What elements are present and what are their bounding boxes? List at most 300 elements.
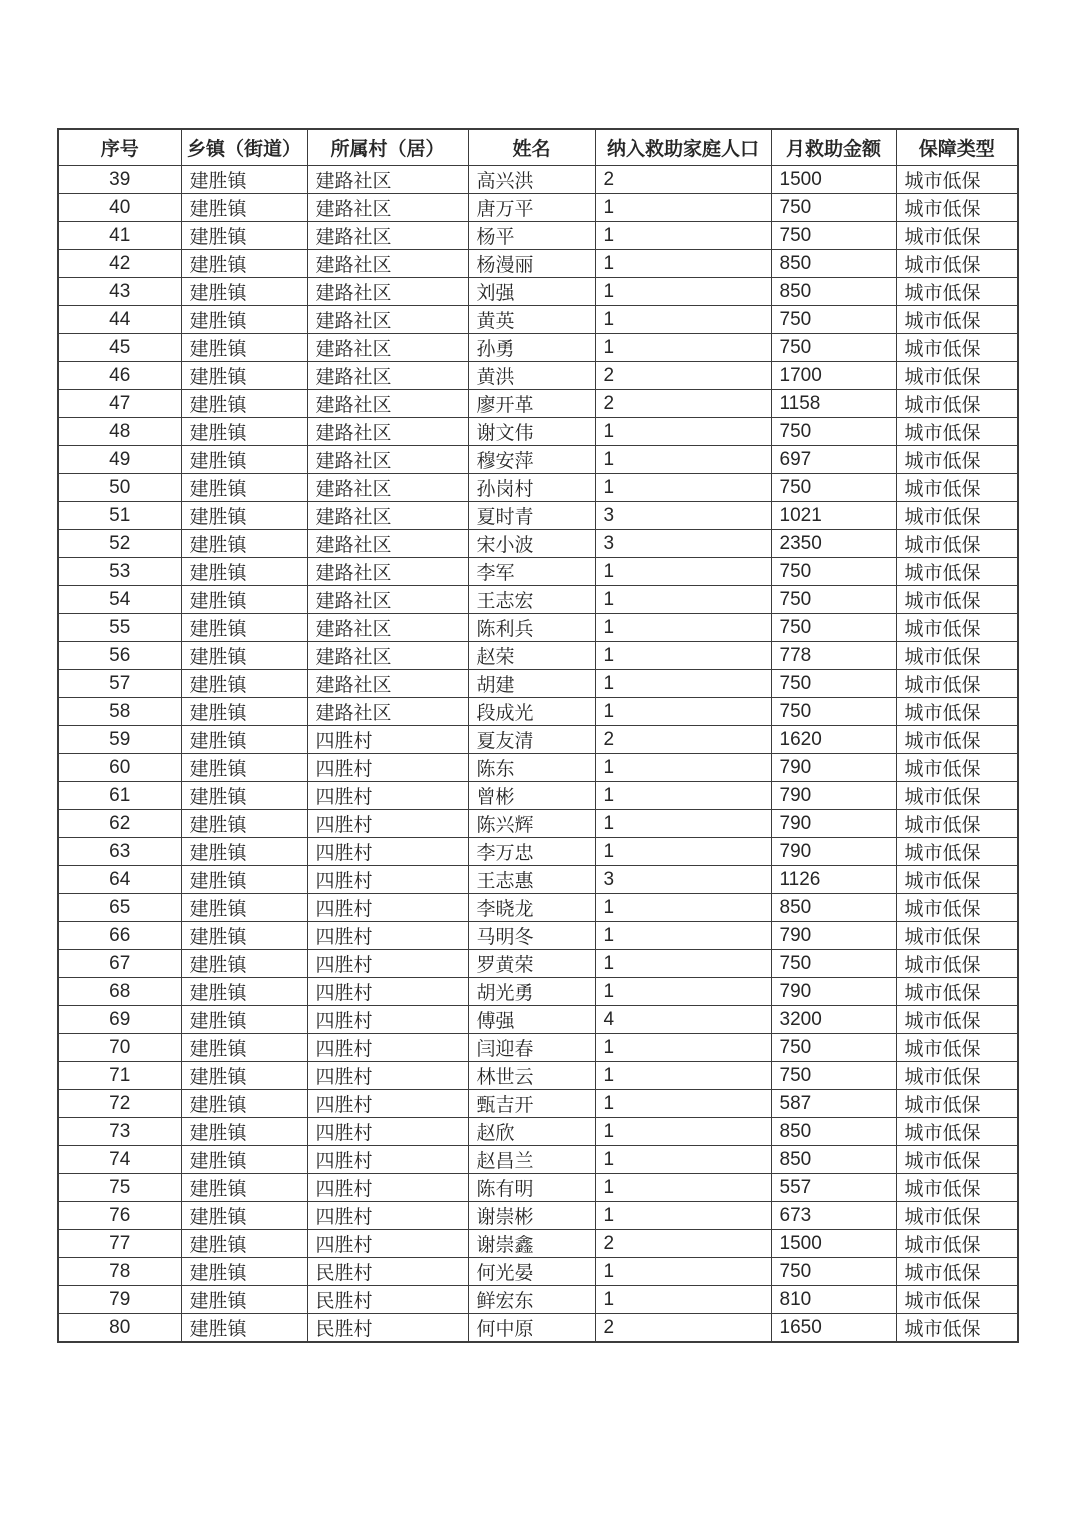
- table-row: [58, 362, 1018, 390]
- table-cell: 建路社区: [307, 166, 468, 194]
- table-cell: 城市低保: [896, 222, 1018, 250]
- table-cell: 城市低保: [896, 894, 1018, 922]
- table-cell: 2: [595, 362, 771, 390]
- table-cell: 城市低保: [896, 950, 1018, 978]
- table-cell: 建胜镇: [181, 446, 307, 474]
- table-cell: 39: [58, 166, 181, 194]
- table-cell: 陈利兵: [468, 614, 595, 642]
- table-row: [58, 502, 1018, 530]
- table-cell: 建胜镇: [181, 1034, 307, 1062]
- table-cell: 建路社区: [307, 642, 468, 670]
- table-cell: 42: [58, 250, 181, 278]
- table-cell: 谢崇鑫: [468, 1230, 595, 1258]
- table-cell: 城市低保: [896, 1006, 1018, 1034]
- table-cell: 胡建: [468, 670, 595, 698]
- table-row: [58, 1258, 1018, 1286]
- table-row: [58, 698, 1018, 726]
- table-cell: 城市低保: [896, 642, 1018, 670]
- table-cell: 林世云: [468, 1062, 595, 1090]
- table-cell: 1620: [771, 726, 896, 754]
- table-cell: 城市低保: [896, 1230, 1018, 1258]
- table-cell: 1700: [771, 362, 896, 390]
- table-cell: 65: [58, 894, 181, 922]
- table-cell: 建路社区: [307, 474, 468, 502]
- table-cell: 63: [58, 838, 181, 866]
- table-cell: 1500: [771, 166, 896, 194]
- table-cell: 城市低保: [896, 838, 1018, 866]
- table-cell: 建胜镇: [181, 222, 307, 250]
- table-cell: 2: [595, 390, 771, 418]
- table-cell: 850: [771, 250, 896, 278]
- table-cell: 建路社区: [307, 586, 468, 614]
- table-cell: 1: [595, 334, 771, 362]
- table-cell: 673: [771, 1202, 896, 1230]
- table-cell: 750: [771, 1034, 896, 1062]
- table-cell: 850: [771, 894, 896, 922]
- table-cell: 黄洪: [468, 362, 595, 390]
- table-row: [58, 558, 1018, 586]
- table-cell: 850: [771, 1146, 896, 1174]
- table-row: [58, 1202, 1018, 1230]
- table-row: [58, 726, 1018, 754]
- table-cell: 傅强: [468, 1006, 595, 1034]
- table-cell: 1: [595, 278, 771, 306]
- table-cell: 697: [771, 446, 896, 474]
- table-cell: 城市低保: [896, 278, 1018, 306]
- table-cell: 1021: [771, 502, 896, 530]
- table-cell: 城市低保: [896, 614, 1018, 642]
- table-row: [58, 614, 1018, 642]
- table-cell: 1: [595, 1286, 771, 1314]
- table-cell: 陈东: [468, 754, 595, 782]
- table-cell: 750: [771, 698, 896, 726]
- table-cell: 1: [595, 782, 771, 810]
- table-row: [58, 1174, 1018, 1202]
- table-cell: 1: [595, 250, 771, 278]
- table-cell: 59: [58, 726, 181, 754]
- table-cell: 建胜镇: [181, 838, 307, 866]
- table-cell: 1: [595, 978, 771, 1006]
- table-cell: 1: [595, 810, 771, 838]
- table-row: [58, 474, 1018, 502]
- table-cell: 43: [58, 278, 181, 306]
- table-cell: 40: [58, 194, 181, 222]
- table-cell: 790: [771, 754, 896, 782]
- table-cell: 城市低保: [896, 1146, 1018, 1174]
- table-row: [58, 1230, 1018, 1258]
- table-body: [58, 166, 1018, 1343]
- table-cell: 城市低保: [896, 334, 1018, 362]
- table-cell: 750: [771, 558, 896, 586]
- table-cell: 民胜村: [307, 1258, 468, 1286]
- table-cell: 1: [595, 1090, 771, 1118]
- table-cell: 甄吉开: [468, 1090, 595, 1118]
- table-row: [58, 1034, 1018, 1062]
- table-cell: 57: [58, 670, 181, 698]
- table-cell: 四胜村: [307, 810, 468, 838]
- table-cell: 四胜村: [307, 950, 468, 978]
- table-cell: 建胜镇: [181, 1006, 307, 1034]
- table-cell: 750: [771, 614, 896, 642]
- table-cell: 闫迎春: [468, 1034, 595, 1062]
- table-cell: 1: [595, 1146, 771, 1174]
- table-cell: 1: [595, 754, 771, 782]
- table-cell: 1: [595, 698, 771, 726]
- table-cell: 2: [595, 1230, 771, 1258]
- table-cell: 1: [595, 1118, 771, 1146]
- table-cell: 54: [58, 586, 181, 614]
- table-cell: 建胜镇: [181, 894, 307, 922]
- table-cell: 750: [771, 474, 896, 502]
- table-cell: 58: [58, 698, 181, 726]
- table-cell: 民胜村: [307, 1314, 468, 1343]
- table-cell: 790: [771, 782, 896, 810]
- column-header: 姓名: [468, 129, 595, 166]
- table-cell: 790: [771, 922, 896, 950]
- table-cell: 刘强: [468, 278, 595, 306]
- table-row: [58, 642, 1018, 670]
- table-cell: 建胜镇: [181, 1062, 307, 1090]
- table-cell: 55: [58, 614, 181, 642]
- table-cell: 赵荣: [468, 642, 595, 670]
- table-row: [58, 306, 1018, 334]
- table-cell: 建路社区: [307, 194, 468, 222]
- table-cell: 四胜村: [307, 1034, 468, 1062]
- table-cell: 750: [771, 1062, 896, 1090]
- table-cell: 建胜镇: [181, 474, 307, 502]
- table-cell: 城市低保: [896, 1314, 1018, 1343]
- table-cell: 750: [771, 194, 896, 222]
- table-cell: 四胜村: [307, 1202, 468, 1230]
- table-cell: 45: [58, 334, 181, 362]
- table-cell: 夏友清: [468, 726, 595, 754]
- table-cell: 1: [595, 894, 771, 922]
- table-cell: 67: [58, 950, 181, 978]
- table-cell: 杨漫丽: [468, 250, 595, 278]
- table-cell: 2: [595, 166, 771, 194]
- table-cell: 750: [771, 418, 896, 446]
- table-cell: 建胜镇: [181, 922, 307, 950]
- table-cell: 1: [595, 1062, 771, 1090]
- table-cell: 78: [58, 1258, 181, 1286]
- table-cell: 四胜村: [307, 782, 468, 810]
- table-cell: 四胜村: [307, 1062, 468, 1090]
- table-cell: 李军: [468, 558, 595, 586]
- table-cell: 1: [595, 1174, 771, 1202]
- table-cell: 2: [595, 1314, 771, 1343]
- table-cell: 62: [58, 810, 181, 838]
- column-header: 月救助金额: [771, 129, 896, 166]
- table-cell: 建路社区: [307, 698, 468, 726]
- table-cell: 72: [58, 1090, 181, 1118]
- table-cell: 城市低保: [896, 194, 1018, 222]
- table-cell: 50: [58, 474, 181, 502]
- table-cell: 79: [58, 1286, 181, 1314]
- table-row: [58, 446, 1018, 474]
- table-cell: 孙岗村: [468, 474, 595, 502]
- table-cell: 建路社区: [307, 278, 468, 306]
- table-cell: 70: [58, 1034, 181, 1062]
- table-cell: 建路社区: [307, 446, 468, 474]
- table-cell: 1: [595, 1202, 771, 1230]
- table-cell: 建路社区: [307, 334, 468, 362]
- table-row: [58, 1286, 1018, 1314]
- table-cell: 建胜镇: [181, 782, 307, 810]
- table-cell: 孙勇: [468, 334, 595, 362]
- table-cell: 47: [58, 390, 181, 418]
- table-cell: 建胜镇: [181, 418, 307, 446]
- table-row: [58, 530, 1018, 558]
- table-cell: 城市低保: [896, 558, 1018, 586]
- table-cell: 建路社区: [307, 558, 468, 586]
- column-header: 乡镇（街道）: [181, 129, 307, 166]
- table-cell: 城市低保: [896, 1286, 1018, 1314]
- table-cell: 四胜村: [307, 1174, 468, 1202]
- table-cell: 61: [58, 782, 181, 810]
- table-cell: 赵欣: [468, 1118, 595, 1146]
- table-cell: 建胜镇: [181, 306, 307, 334]
- table-cell: 四胜村: [307, 978, 468, 1006]
- table-cell: 1158: [771, 390, 896, 418]
- table-cell: 建胜镇: [181, 1286, 307, 1314]
- table-row: [58, 978, 1018, 1006]
- table-cell: 四胜村: [307, 754, 468, 782]
- table-cell: 790: [771, 810, 896, 838]
- table-cell: 城市低保: [896, 978, 1018, 1006]
- table-cell: 城市低保: [896, 1118, 1018, 1146]
- table-cell: 城市低保: [896, 698, 1018, 726]
- table-row: [58, 222, 1018, 250]
- table-cell: 杨平: [468, 222, 595, 250]
- table-cell: 建路社区: [307, 502, 468, 530]
- table-cell: 黄英: [468, 306, 595, 334]
- table-cell: 建胜镇: [181, 810, 307, 838]
- table-cell: 建路社区: [307, 306, 468, 334]
- table-cell: 1: [595, 1034, 771, 1062]
- table-cell: 穆安萍: [468, 446, 595, 474]
- table-cell: 80: [58, 1314, 181, 1343]
- table-row: [58, 838, 1018, 866]
- table-cell: 四胜村: [307, 726, 468, 754]
- table-cell: 城市低保: [896, 586, 1018, 614]
- table-cell: 城市低保: [896, 446, 1018, 474]
- table-cell: 建胜镇: [181, 1146, 307, 1174]
- table-row: [58, 950, 1018, 978]
- table-row: [58, 390, 1018, 418]
- table-cell: 48: [58, 418, 181, 446]
- table-cell: 建胜镇: [181, 390, 307, 418]
- table-cell: 建胜镇: [181, 950, 307, 978]
- table-row: [58, 1314, 1018, 1343]
- table-cell: 3: [595, 530, 771, 558]
- table-cell: 建胜镇: [181, 558, 307, 586]
- table-cell: 建胜镇: [181, 754, 307, 782]
- table-row: [58, 670, 1018, 698]
- table-cell: 53: [58, 558, 181, 586]
- table-row: [58, 1006, 1018, 1034]
- table-cell: 750: [771, 670, 896, 698]
- table-cell: 850: [771, 278, 896, 306]
- table-cell: 四胜村: [307, 1118, 468, 1146]
- table-cell: 城市低保: [896, 530, 1018, 558]
- table-cell: 陈有明: [468, 1174, 595, 1202]
- table-cell: 何中原: [468, 1314, 595, 1343]
- table-cell: 建胜镇: [181, 642, 307, 670]
- table-cell: 1: [595, 474, 771, 502]
- table-cell: 64: [58, 866, 181, 894]
- table-cell: 谢崇彬: [468, 1202, 595, 1230]
- table-cell: 1: [595, 838, 771, 866]
- table-cell: 四胜村: [307, 894, 468, 922]
- table-cell: 1: [595, 922, 771, 950]
- table-cell: 1: [595, 950, 771, 978]
- table-cell: 四胜村: [307, 922, 468, 950]
- table-cell: 建路社区: [307, 418, 468, 446]
- table-cell: 民胜村: [307, 1286, 468, 1314]
- table-cell: 77: [58, 1230, 181, 1258]
- table-cell: 城市低保: [896, 1202, 1018, 1230]
- table-row: [58, 866, 1018, 894]
- table-cell: 3: [595, 502, 771, 530]
- table-cell: 段成光: [468, 698, 595, 726]
- table-cell: 建胜镇: [181, 278, 307, 306]
- table-cell: 建胜镇: [181, 586, 307, 614]
- table-cell: 3: [595, 866, 771, 894]
- table-cell: 建胜镇: [181, 978, 307, 1006]
- table-cell: 1: [595, 642, 771, 670]
- table-cell: 陈兴辉: [468, 810, 595, 838]
- table-cell: 城市低保: [896, 782, 1018, 810]
- table-row: [58, 334, 1018, 362]
- table-cell: 建胜镇: [181, 614, 307, 642]
- table-cell: 1: [595, 1258, 771, 1286]
- table-cell: 城市低保: [896, 390, 1018, 418]
- table-row: [58, 1118, 1018, 1146]
- table-cell: 66: [58, 922, 181, 950]
- table-cell: 建胜镇: [181, 1174, 307, 1202]
- table-row: [58, 250, 1018, 278]
- table-row: [58, 166, 1018, 194]
- table-cell: 城市低保: [896, 1062, 1018, 1090]
- table-cell: 城市低保: [896, 1174, 1018, 1202]
- table-cell: 2350: [771, 530, 896, 558]
- table-cell: 850: [771, 1118, 896, 1146]
- table-cell: 74: [58, 1146, 181, 1174]
- table-cell: 谢文伟: [468, 418, 595, 446]
- column-header: 序号: [58, 129, 181, 166]
- table-cell: 778: [771, 642, 896, 670]
- table-cell: 建路社区: [307, 670, 468, 698]
- table-cell: 城市低保: [896, 502, 1018, 530]
- table-cell: 1500: [771, 1230, 896, 1258]
- table-cell: 建胜镇: [181, 502, 307, 530]
- table-cell: 罗黄荣: [468, 950, 595, 978]
- table-cell: 四胜村: [307, 866, 468, 894]
- table-cell: 68: [58, 978, 181, 1006]
- table-cell: 城市低保: [896, 166, 1018, 194]
- table-cell: 790: [771, 978, 896, 1006]
- table-cell: 城市低保: [896, 250, 1018, 278]
- table-cell: 1: [595, 670, 771, 698]
- table-cell: 557: [771, 1174, 896, 1202]
- table-cell: 城市低保: [896, 670, 1018, 698]
- table-cell: 1: [595, 446, 771, 474]
- table-cell: 1650: [771, 1314, 896, 1343]
- table-cell: 建胜镇: [181, 250, 307, 278]
- table-row: [58, 782, 1018, 810]
- table-cell: 750: [771, 950, 896, 978]
- table-cell: 建胜镇: [181, 1090, 307, 1118]
- table-cell: 2: [595, 726, 771, 754]
- assistance-recipients-table: [57, 128, 1019, 1343]
- table-cell: 鲜宏东: [468, 1286, 595, 1314]
- table-cell: 李万忠: [468, 838, 595, 866]
- table-row: [58, 1062, 1018, 1090]
- table-cell: 3200: [771, 1006, 896, 1034]
- table-cell: 曾彬: [468, 782, 595, 810]
- table-cell: 建胜镇: [181, 698, 307, 726]
- table-cell: 李晓龙: [468, 894, 595, 922]
- table-cell: 四胜村: [307, 1230, 468, 1258]
- column-header: 保障类型: [896, 129, 1018, 166]
- table-row: [58, 922, 1018, 950]
- table-cell: 750: [771, 1258, 896, 1286]
- table-header-row: [58, 129, 1018, 166]
- table-cell: 建路社区: [307, 390, 468, 418]
- table-cell: 何光晏: [468, 1258, 595, 1286]
- table-cell: 夏时青: [468, 502, 595, 530]
- table-cell: 建胜镇: [181, 1118, 307, 1146]
- table-cell: 建胜镇: [181, 334, 307, 362]
- table-cell: 1: [595, 194, 771, 222]
- table-cell: 建路社区: [307, 250, 468, 278]
- table-cell: 750: [771, 306, 896, 334]
- table-cell: 建胜镇: [181, 670, 307, 698]
- table-cell: 建路社区: [307, 530, 468, 558]
- table-cell: 王志宏: [468, 586, 595, 614]
- table-cell: 1: [595, 306, 771, 334]
- table-cell: 四胜村: [307, 838, 468, 866]
- table-row: [58, 1146, 1018, 1174]
- table-cell: 建胜镇: [181, 362, 307, 390]
- table-cell: 1: [595, 418, 771, 446]
- table-cell: 四胜村: [307, 1090, 468, 1118]
- table-cell: 城市低保: [896, 362, 1018, 390]
- table-cell: 城市低保: [896, 922, 1018, 950]
- table-cell: 城市低保: [896, 1258, 1018, 1286]
- table-cell: 60: [58, 754, 181, 782]
- table-cell: 建胜镇: [181, 1258, 307, 1286]
- table-cell: 胡光勇: [468, 978, 595, 1006]
- table-cell: 52: [58, 530, 181, 558]
- table-cell: 马明冬: [468, 922, 595, 950]
- table-cell: 1: [595, 222, 771, 250]
- table-cell: 750: [771, 334, 896, 362]
- table-cell: 41: [58, 222, 181, 250]
- table-cell: 790: [771, 838, 896, 866]
- table-row: [58, 278, 1018, 306]
- table-cell: 75: [58, 1174, 181, 1202]
- table-cell: 51: [58, 502, 181, 530]
- table-cell: 廖开革: [468, 390, 595, 418]
- table-cell: 46: [58, 362, 181, 390]
- table-row: [58, 194, 1018, 222]
- table-cell: 建胜镇: [181, 1202, 307, 1230]
- table-row: [58, 1090, 1018, 1118]
- table-cell: 城市低保: [896, 1034, 1018, 1062]
- table-cell: 建胜镇: [181, 1314, 307, 1343]
- table-cell: 城市低保: [896, 474, 1018, 502]
